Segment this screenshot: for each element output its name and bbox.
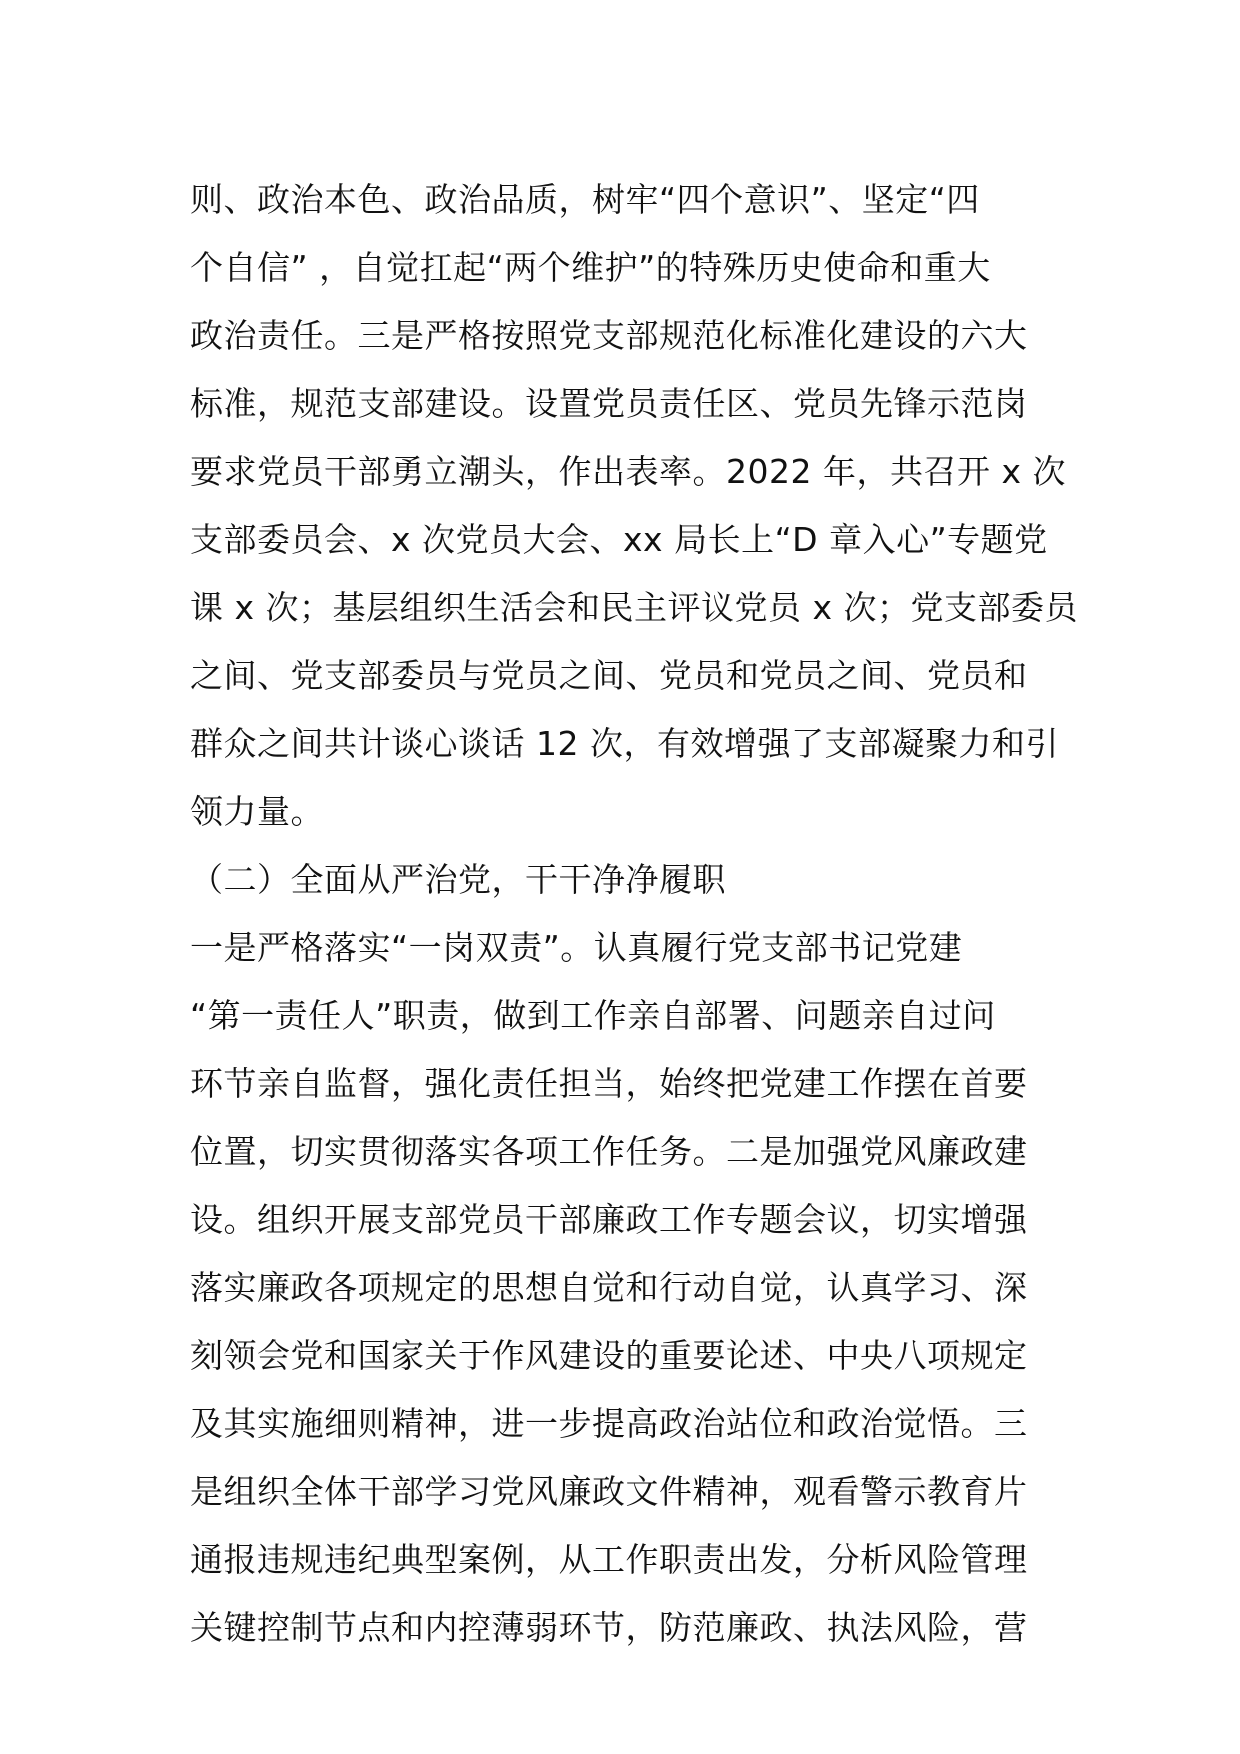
text-line: 及其实施细则精神，进一步提高政治站位和政治觉悟。三 — [190, 1404, 1028, 1443]
text-line: “第一责任人”职责，做到工作亲自部署、问题亲自过问 — [190, 996, 996, 1035]
text-line: 设。组织开展支部党员干部廉政工作专题会议，切实增强 — [190, 1200, 1028, 1239]
text-line: 标准，规范支部建设。设置党员责任区、党员先锋示范岗 — [190, 384, 1028, 423]
text-line: 课 x 次；基层组织生活会和民主评议党员 x 次；党支部委员 — [190, 588, 1079, 627]
body-text — [190, 166, 1079, 1662]
text-line: 群众之间共计谈心谈话 12 次，有效增强了支部凝聚力和引 — [190, 724, 1059, 763]
text-line: 环节亲自监督，强化责任担当，始终把党建工作摆在首要 — [190, 1064, 1028, 1103]
text-line: 政治责任。三是严格按照党支部规范化标准化建设的六大 — [190, 316, 1028, 355]
text-line: 领力量。 — [190, 792, 324, 831]
text-line: 通报违规违纪典型案例，从工作职责出发，分析风险管理 — [190, 1540, 1028, 1579]
text-line: 支部委员会、x 次党员大会、xx 局长上“D 章入心”专题党 — [190, 520, 1048, 559]
text-line: 个自信” ，自觉扛起“两个维护”的特殊历史使命和重大 — [190, 248, 991, 287]
text-line: 关键控制节点和内控薄弱环节，防范廉政、执法风险，营 — [190, 1608, 1028, 1647]
section-heading: （二）全面从严治党，干干净净履职 — [190, 860, 726, 899]
text-line: 是组织全体干部学习党风廉政文件精神，观看警示教育片 — [190, 1472, 1028, 1511]
text-line: 要求党员干部勇立潮头，作出表率。2022 年，共召开 x 次 — [190, 452, 1066, 491]
text-line: 位置，切实贯彻落实各项工作任务。二是加强党风廉政建 — [190, 1132, 1028, 1171]
text-line: 落实廉政各项规定的思想自觉和行动自觉，认真学习、深 — [190, 1268, 1028, 1307]
text-line: 一是严格落实“一岗双责”。认真履行党支部书记党建 — [190, 928, 963, 967]
text-line: 之间、党支部委员与党员之间、党员和党员之间、党员和 — [190, 656, 1028, 695]
text-line: 则、政治本色、政治品质，树牢“四个意识”、坚定“四 — [190, 180, 980, 219]
text-line: 刻领会党和国家关于作风建设的重要论述、中央八项规定 — [190, 1336, 1028, 1375]
